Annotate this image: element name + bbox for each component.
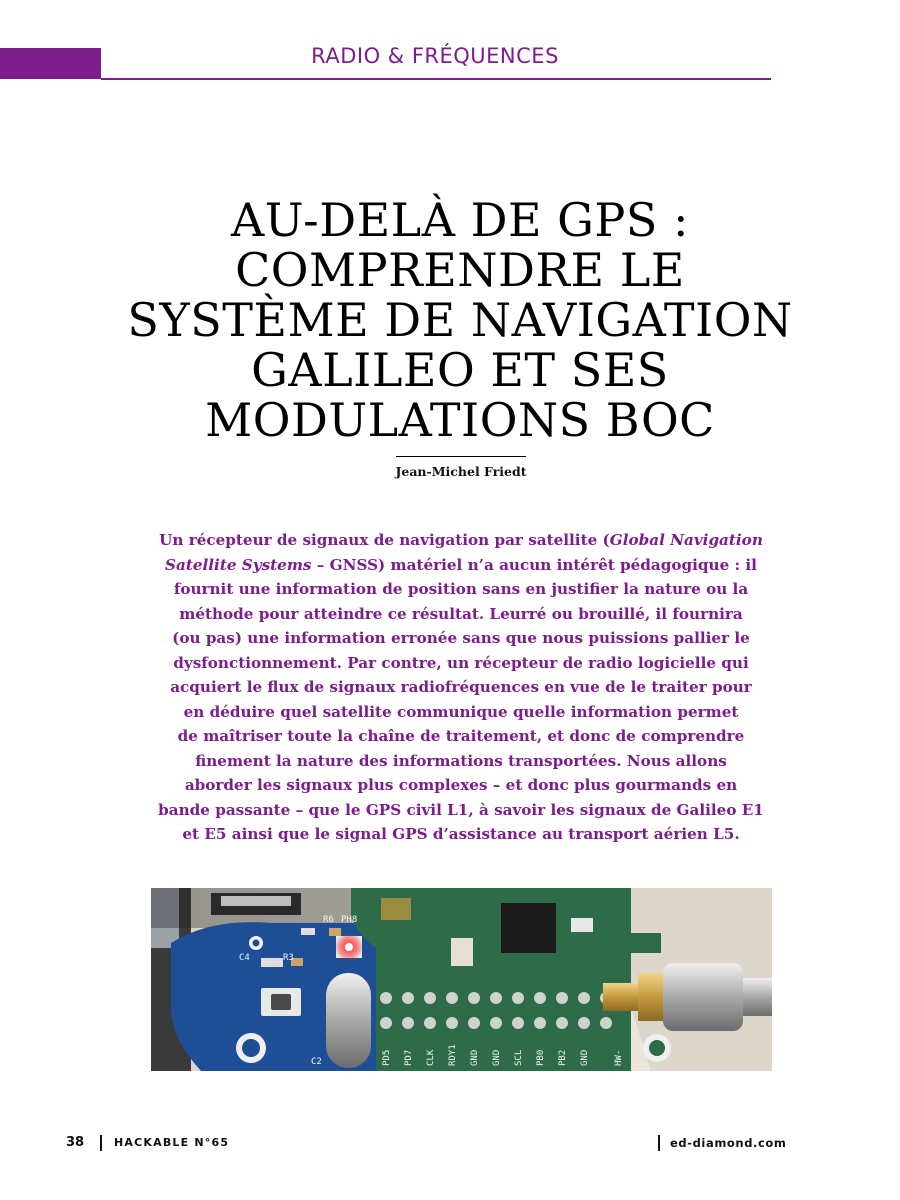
abstract-line: en déduire quel satellite communique quelle information permet (183, 702, 739, 721)
title-line: AU-DELÀ DE GPS : (231, 193, 689, 247)
abstract-line: et E5 ainsi que le signal GPS d’assistance au transport aérien L5. (182, 825, 740, 843)
board-label: R3 (283, 953, 294, 963)
circuit-board-illustration (151, 888, 772, 1071)
magazine-issue: HACKABLE N°65 (114, 1136, 230, 1149)
board-label: PD5 (382, 1049, 392, 1066)
abstract-italic: Satellite Systems (165, 555, 312, 574)
abstract-line: bande passante – que le GPS civil L1, à savoir les signaux de Galileo E1 (158, 800, 764, 819)
abstract-line: (ou pas) une information erronée sans que nous puissions pallier le (172, 629, 750, 647)
abstract-line: aborder les signaux plus complexes – et donc plus gourmands en (184, 776, 738, 794)
abstract-line: dysfonctionnement. Par contre, un récepteur de radio logicielle qui (173, 653, 749, 672)
footer-separator (658, 1135, 660, 1151)
title-line: MODULATIONS BOC (205, 393, 715, 447)
board-label: R6 (323, 915, 334, 925)
author-name: Jean-Michel Friedt (395, 464, 527, 479)
board-label: PB0 (536, 1049, 546, 1066)
abstract-line: finement la nature des informations transportées. Nous allons (195, 751, 727, 770)
abstract-line (145, 528, 777, 553)
website-link[interactable]: ed-diamond.com (670, 1136, 787, 1150)
circuit-board-photo (151, 888, 772, 1071)
section-label: RADIO & FRÉQUENCES (311, 44, 559, 68)
board-label: GND (580, 1049, 590, 1066)
board-label: SCL (514, 1049, 524, 1066)
board-label: HW- (614, 1049, 624, 1066)
abstract-text: Un récepteur de signaux de navigation par satellite ( (159, 531, 610, 549)
board-label: CLK (426, 1049, 436, 1066)
board-label: PB2 (558, 1049, 568, 1066)
article-abstract (145, 528, 777, 847)
abstract-line (145, 553, 777, 578)
board-label: RDY1 (448, 1044, 458, 1066)
header-accent-bar (0, 48, 101, 79)
article-title (110, 195, 810, 445)
title-line: COMPRENDRE LE (235, 243, 685, 297)
board-label: GND (470, 1049, 480, 1066)
board-label: C2 (311, 1057, 322, 1067)
abstract-line: de maîtriser toute la chaîne de traitement, et donc de comprendre (177, 727, 745, 745)
abstract-line: méthode pour atteindre ce résultat. Leurré ou brouillé, il fournira (179, 604, 743, 623)
footer-separator (100, 1135, 102, 1151)
board-label: GND (492, 1049, 502, 1066)
board-label: PH8 (341, 915, 358, 925)
header-rule (101, 78, 771, 80)
author-divider (396, 456, 526, 457)
abstract-text: – GNSS) matériel n’a aucun intérêt pédagogique : il (311, 555, 757, 574)
board-label: C4 (239, 953, 250, 963)
abstract-italic: Global Navigation (609, 531, 763, 549)
abstract-line: fournit une information de position sans en justifier la nature ou la (173, 580, 749, 598)
page-number: 38 (66, 1135, 85, 1150)
abstract-line: acquiert le flux de signaux radiofréquences en vue de le traiter pour (170, 678, 752, 696)
title-line: GALILEO ET SES (251, 343, 669, 397)
title-line: SYSTÈME DE NAVIGATION (127, 293, 793, 347)
board-label: PD7 (404, 1049, 414, 1066)
